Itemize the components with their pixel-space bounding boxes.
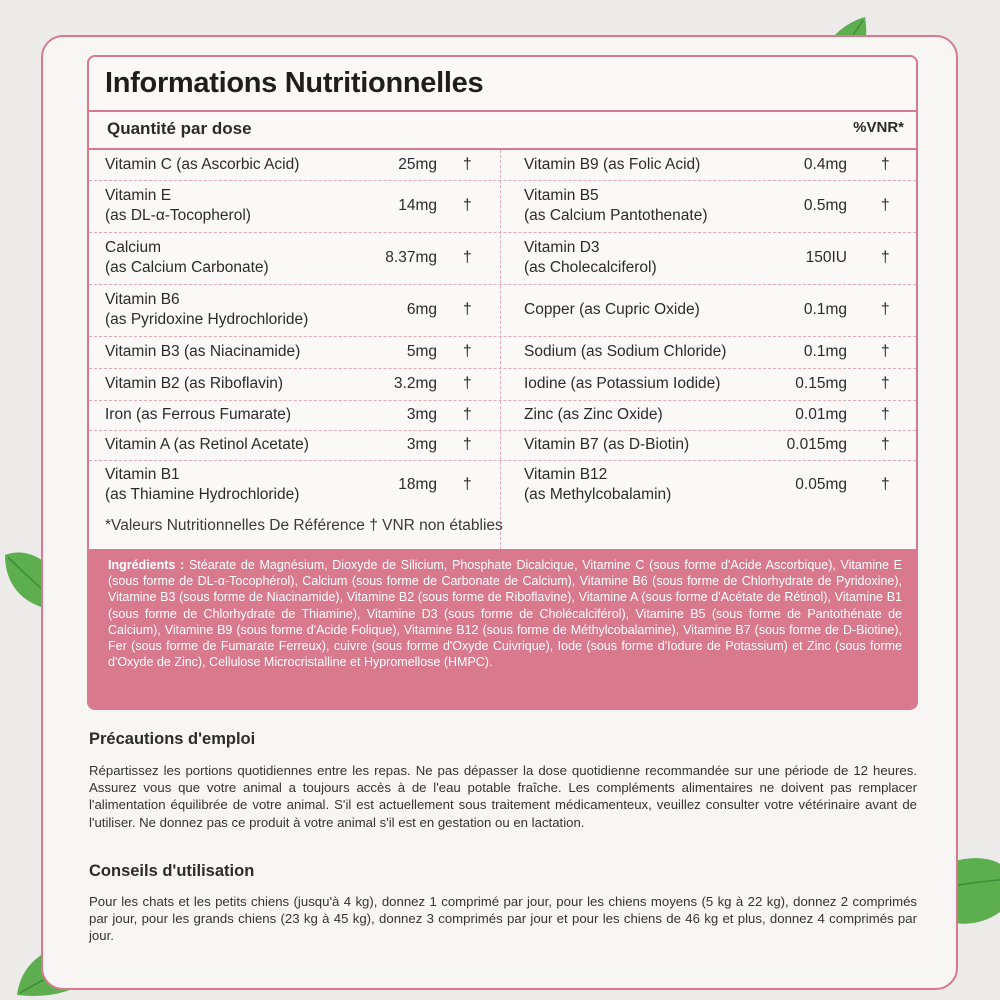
nutrient-name <box>105 465 299 505</box>
nutrient-name <box>105 342 300 362</box>
nutrient-name-line: Vitamin B6 <box>105 291 180 308</box>
precautions-text: Répartissez les portions quotidiennes entre les repas. Ne pas dépasser la dose quotidienne recommandée sur une période de 12 heures. Assurez vous que votre animal a toujours accès à de l'eau potable fraîche. Les compléments alimentaires ne doivent pas remplacer l'alimentation équilibrée de votre animal. S'il est actuellement sous traitement médicamenteux, veuillez consulter votre vétérinaire avant de l'utiliser. Ne donnez pas ce produit à votre animal s'il est en gestation ou en lactation. <box>89 763 917 830</box>
vnr-value: † <box>463 249 472 266</box>
nutrient-amount: 0.15mg <box>795 375 847 392</box>
row-separator <box>89 460 916 461</box>
vnr-value: † <box>881 406 890 423</box>
nutrient-name-line: Vitamin B12 <box>524 466 608 483</box>
nutrient-amount: 0.4mg <box>803 156 847 173</box>
ingredients-block <box>89 549 916 708</box>
nutrient-name <box>524 465 671 505</box>
nutrient-amount: 150IU <box>805 249 847 266</box>
nutrient-name-line: (as DL-α-Tocopherol) <box>105 207 251 224</box>
nutrient-name <box>105 290 308 330</box>
row-separator <box>89 368 916 369</box>
vnr-value: † <box>881 436 890 453</box>
nutrient-name-line: Iron (as Ferrous Fumarate) <box>105 406 292 423</box>
nutrient-name-line: (as Methylcobalamin) <box>524 486 672 503</box>
nutrient-name-line: Vitamin B2 (as Riboflavin) <box>105 375 284 392</box>
title-divider <box>89 110 916 112</box>
nutrient-amount: 0.1mg <box>803 343 847 360</box>
nutrient-name-line: Vitamin B9 (as Folic Acid) <box>524 156 701 173</box>
vnr-value: † <box>881 375 890 392</box>
nutrient-amount: 0.1mg <box>803 301 847 318</box>
vnr-value: † <box>463 436 472 453</box>
nutrient-amount: 6mg <box>406 301 437 318</box>
nutrient-amount: 8.37mg <box>385 249 437 266</box>
nutrient-amount: 3mg <box>406 406 437 423</box>
nutrient-name-line: Vitamin B3 (as Niacinamide) <box>105 343 301 360</box>
nutrient-name <box>524 300 700 320</box>
nutrient-name <box>105 435 309 455</box>
row-separator <box>89 232 916 233</box>
row-separator <box>89 180 916 181</box>
vnr-value: † <box>463 197 472 214</box>
nutrient-amount: 3.2mg <box>393 375 437 392</box>
nutrient-amount: 3mg <box>406 436 437 453</box>
nutrient-name <box>524 186 708 226</box>
quantity-per-dose-header: Quantité par dose <box>107 119 252 138</box>
nutrient-name <box>105 186 251 226</box>
nutrient-name <box>524 435 689 455</box>
vnr-value: † <box>463 375 472 392</box>
nutrient-name-line: Vitamin B7 (as D-Biotin) <box>524 436 690 453</box>
nutrient-amount: 18mg <box>398 476 437 493</box>
nutrient-amount: 25mg <box>398 156 437 173</box>
nutrient-name-line: (as Calcium Carbonate) <box>105 259 269 276</box>
nutrient-amount: 0.5mg <box>803 197 847 214</box>
vnr-value: † <box>463 476 472 493</box>
vnr-value: † <box>881 476 890 493</box>
nutrient-table <box>89 148 916 566</box>
ingredients-text: Stéarate de Magnésium, Dioxyde de Silicium, Phosphate Dicalcique, Vitamine C (sous forme d'Acide Ascorbique), Vitamine E (sous forme de DL-α-Tocophérol), Calcium (sous forme de Carbonate de Calcium), Vitamine B6 (sous forme de Chlorhydrate de Pyridoxine), Vitamine B3 (sous forme de Niacinamide), Vitamine B2 (sous forme de Riboflavine), Vitamine A (sous forme d'Acétate de Rétinol), Vitamine B1 (sous forme de Chlorhydrate de Thiamine), Vitamine D3 (sous forme de Cholécalciférol), Vitamine B5 (sous forme de Pantothénate de Calcium), Vitamine B9 (sous forme d'Acide Folique), Vitamine B12 (sous forme de Méthylcobalamine), Vitamine B7 (sous forme de D-Biotine), Fer (sous forme de Fumarate Ferreux), cuivre (sous forme d'Oxyde Cuivrique), Iode (sous forme d'Iodure de Potassium) et Zinc (sous forme d'Oxyde de Zinc), Cellulose Microcristalline et Hypromellose (HMPC). <box>108 558 902 670</box>
row-separator <box>89 400 916 401</box>
usage-title: Conseils d'utilisation <box>89 862 255 880</box>
vnr-value: † <box>881 301 890 318</box>
usage-text: Pour les chats et les petits chiens (jusqu'à 4 kg), donnez 1 comprimé par jour, pour les chiens moyens (5 kg à 22 kg), donnez 2 comprimés par jour, pour les grands chiens (23 kg à 45 kg), donnez 3 comprimés par jour et pour les chiens de 46 kg et plus, donnez 4 comprimés par jour. <box>89 894 917 944</box>
vnr-value: † <box>463 301 472 318</box>
nutrient-name-line: Vitamin E <box>105 187 172 204</box>
nutrient-name-line: Iodine (as Potassium Iodide) <box>524 375 721 392</box>
vnr-value: † <box>881 249 890 266</box>
nutrient-name-line: Zinc (as Zinc Oxide) <box>524 406 663 423</box>
nutrient-name-line: Sodium (as Sodium Chloride) <box>524 343 727 360</box>
nutrient-name-line: (as Thiamine Hydrochloride) <box>105 486 300 503</box>
nutrient-name-line: Vitamin C (as Ascorbic Acid) <box>105 156 300 173</box>
nutrient-name-line: (as Pyridoxine Hydrochloride) <box>105 311 309 328</box>
vnr-value: † <box>881 156 890 173</box>
precautions-title: Précautions d'emploi <box>89 730 256 748</box>
nutrient-name-line: Vitamin D3 <box>524 239 600 256</box>
nutrient-amount: 0.01mg <box>795 406 847 423</box>
vnr-value: † <box>463 406 472 423</box>
nutrient-name <box>105 374 283 394</box>
vnr-value: † <box>881 343 890 360</box>
ingredients-label: Ingrédients : <box>108 558 185 572</box>
row-separator <box>89 430 916 431</box>
vnr-value: † <box>463 343 472 360</box>
nutrient-name <box>524 405 663 425</box>
nutrient-name-line: Vitamin A (as Retinol Acetate) <box>105 436 309 453</box>
nutrient-name-line: Vitamin B1 <box>105 466 180 483</box>
footnote: *Valeurs Nutritionnelles De Référence † VNR non établies <box>105 517 503 534</box>
nutrient-name <box>524 374 720 394</box>
nutrient-name <box>524 155 700 175</box>
nutrient-name-line: Calcium <box>105 239 161 256</box>
vnr-value: † <box>463 156 472 173</box>
vnr-header: %VNR* <box>853 119 904 136</box>
nutrient-name <box>524 238 657 278</box>
vnr-value: † <box>881 197 890 214</box>
row-separator <box>89 284 916 285</box>
nutrient-amount: 0.015mg <box>786 436 847 453</box>
nutrient-amount: 0.05mg <box>795 476 847 493</box>
nutrient-name <box>524 342 726 362</box>
nutrient-name-line: (as Cholecalciferol) <box>524 259 657 276</box>
column-divider <box>500 150 501 565</box>
nutrient-name-line: Copper (as Cupric Oxide) <box>524 301 700 318</box>
nutrient-name-line: (as Calcium Pantothenate) <box>524 207 708 224</box>
nutrition-facts-panel <box>87 55 918 710</box>
nutrient-name <box>105 238 269 278</box>
nutrient-name <box>105 405 291 425</box>
nutrient-amount: 14mg <box>398 197 437 214</box>
panel-title: Informations Nutritionnelles <box>105 67 484 99</box>
nutrient-name <box>105 155 299 175</box>
row-separator <box>89 336 916 337</box>
nutrient-amount: 5mg <box>406 343 437 360</box>
nutrient-name-line: Vitamin B5 <box>524 187 599 204</box>
